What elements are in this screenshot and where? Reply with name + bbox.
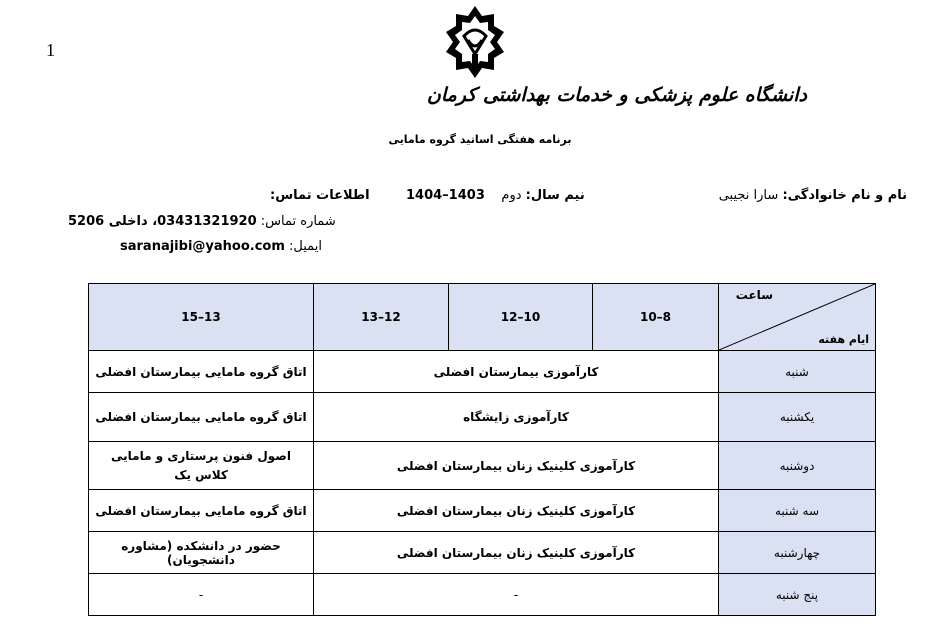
name-label: نام و نام خانوادگی: — [782, 188, 907, 203]
column-header: 13–15 — [89, 284, 314, 351]
cell-line: اصول فنون پرستاری و مامایی — [111, 448, 291, 463]
document-subtitle: برنامه هفتگی اساتید گروه مامایی — [388, 133, 572, 146]
email-line — [120, 239, 322, 254]
day-cell: پنج شنبه — [719, 574, 876, 616]
cell-morning: کارآموزی کلینیک زنان بیمارستان افضلی — [314, 490, 719, 532]
table-row — [89, 351, 876, 393]
cell-morning: - — [314, 574, 719, 616]
cell-afternoon: - — [89, 574, 314, 616]
table-row — [89, 574, 876, 616]
university-name: دانشگاه علوم پزشکی و خدمات بهداشتی کرمان — [426, 84, 807, 106]
phone-ext: ، داخلی 5206 — [68, 214, 158, 229]
day-cell: دوشنبه — [719, 442, 876, 490]
phone-label: شماره تماس: — [260, 214, 336, 229]
weekly-schedule-table — [88, 283, 876, 616]
cell-morning: کارآموزی کلینیک زنان بیمارستان افضلی — [314, 442, 719, 490]
corner-day-label: ایام هفته — [818, 333, 869, 346]
cell-afternoon: حضور در دانشکده (مشاوره دانشجویان) — [89, 532, 314, 574]
phone-value: 03431321920 — [157, 214, 257, 229]
university-logo-icon — [442, 6, 508, 78]
cell-morning: کارآموزی بیمارستان افضلی — [314, 351, 719, 393]
year-value: 1404–1403 — [406, 188, 485, 203]
corner-header-cell — [719, 284, 876, 351]
column-header: 8–10 — [593, 284, 719, 351]
page-number: 1 — [46, 40, 55, 60]
column-header: 12–13 — [314, 284, 449, 351]
table-row — [89, 532, 876, 574]
cell-line: کلاس یک — [174, 467, 228, 482]
column-header: 10–12 — [449, 284, 593, 351]
contact-title: اطلاعات تماس: — [270, 188, 370, 203]
cell-afternoon: اتاق گروه مامایی بیمارستان افضلی — [89, 393, 314, 442]
day-cell: سه شنبه — [719, 490, 876, 532]
phone-line — [68, 214, 336, 229]
name-value: سارا نجیبی — [718, 188, 779, 203]
cell-morning: کارآموزی زایشگاه — [314, 393, 719, 442]
table-row — [89, 490, 876, 532]
table-row — [89, 442, 876, 490]
semester-value: دوم — [501, 188, 522, 203]
day-cell: شنبه — [719, 351, 876, 393]
name-line — [719, 188, 907, 203]
cell-afternoon: اتاق گروه مامایی بیمارستان افضلی — [89, 351, 314, 393]
email-value: saranajibi@yahoo.com — [120, 239, 285, 254]
corner-hour-label: ساعت — [735, 288, 773, 302]
semester-line — [406, 188, 585, 203]
cell-morning: کارآموزی کلینیک زنان بیمارستان افضلی — [314, 532, 719, 574]
table-header-row — [89, 284, 876, 351]
cell-afternoon: اتاق گروه مامایی بیمارستان افضلی — [89, 490, 314, 532]
day-cell: چهارشنبه — [719, 532, 876, 574]
email-label: ایمیل: — [289, 239, 322, 254]
table-row — [89, 393, 876, 442]
semester-label: نیم سال: — [525, 188, 585, 203]
cell-afternoon — [89, 442, 314, 490]
day-cell: یکشنبه — [719, 393, 876, 442]
